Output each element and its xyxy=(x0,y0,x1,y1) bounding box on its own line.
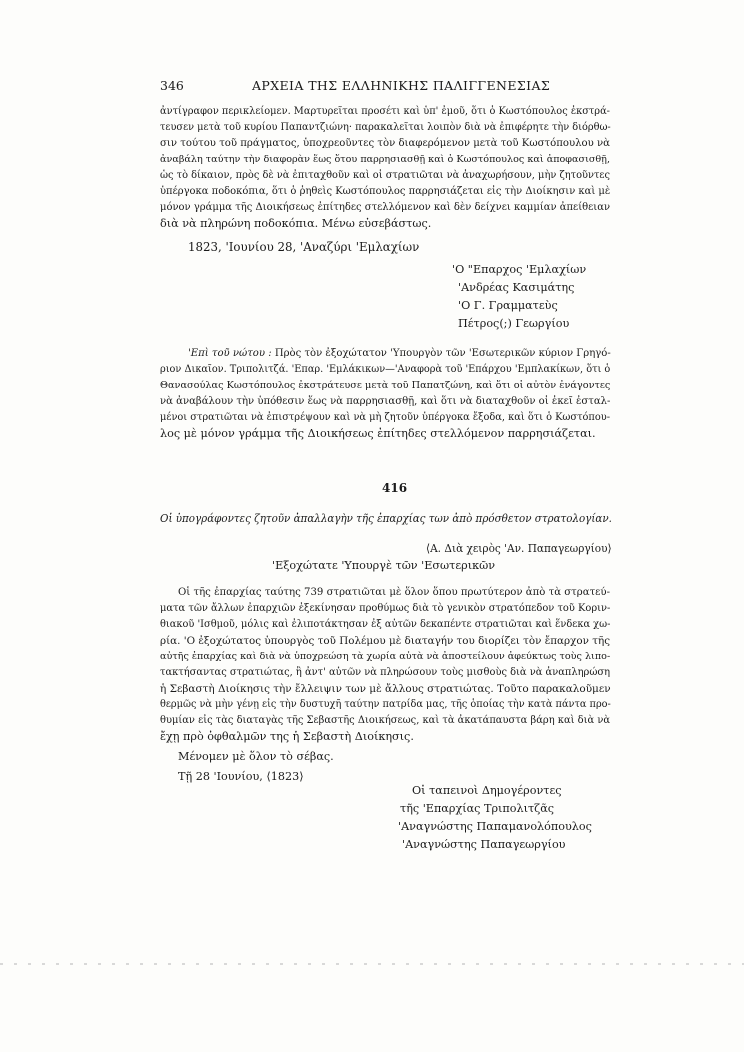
salutation: 'Εξοχώτατε 'Υπουργὲ τῶν 'Εσωτερικῶν xyxy=(272,559,496,572)
signature-line: 'Ο "Επαρχος 'Εμλαχίων xyxy=(452,263,587,276)
body-line: αὐτῆς ἐπαρχίας καὶ διὰ νὰ ὑποχρεώση τὰ χωρία αὐτὰ νὰ ἀποστείλουν ἀφεύκτως τοὺς λιπο- xyxy=(160,651,611,662)
signature-line: 'Αναγνώστης Παπαγεωργίου xyxy=(402,838,566,851)
body-line: τευσεν μετὰ τοῦ κυρίου Παπαντζιώνη· παρακαλεῖται λοιπὸν διὰ νὰ ἐπιφέρητε τὴν διόρθω- xyxy=(160,122,611,133)
signature-line: Πέτρος(;) Γεωργίου xyxy=(458,317,570,330)
body-line: ὡς τὸ δίκαιον, πρὸς δὲ νὰ ἐπιταχθοῦν καὶ οἱ στρατιῶται νὰ ἀναχωρήσουν, μὴν ζητοῦντες xyxy=(160,170,610,181)
signature-line: Οἱ ταπεινοὶ Δημογέροντες xyxy=(412,784,562,797)
body-line: σιν τούτου τοῦ πράγματος, ὑποχρεοῦντες τὸν διαφερόμενον μετὰ τοῦ Κωστόπουλου νὰ xyxy=(160,138,610,149)
signature-line: 'Ο Γ. Γραμματεὺς xyxy=(458,299,558,312)
body-line: διὰ νὰ πληρώνη ποδοκόπια. Μένω εὐσεβάστως. xyxy=(160,217,432,230)
document-summary: Οἱ ὑπογράφοντες ζητοῦν ἀπαλλαγὴν τῆς ἐπαρχίας των ἀπὸ πρόσθετον στρατολογίαν. xyxy=(160,512,612,525)
body-line: ἀναβάλη ταύτην τὴν διαφορὰν ἕως ὅτου παρρησιασθῇ καὶ ὁ Κωστόπουλος καὶ ἀποφασισθῇ, xyxy=(160,154,610,165)
page-number: 346 xyxy=(160,78,184,93)
body-line: ματα τῶν ἄλλων ἐπαρχιῶν ἐξεκίνησαν προθύμως διὰ τὸ γενικὸν στρατόπεδον τοῦ Κοριν- xyxy=(160,603,611,614)
closing: Μένομεν μὲ ὅλον τὸ σέβας. xyxy=(178,750,334,763)
endorsement-line: ριον Δικαῖον. Τριπολιτζά. 'Επαρ. 'Εμλάκικων—'Αναφορὰ τοῦ 'Επάρχου 'Εμπλακίκων, ὅτι ὁ xyxy=(160,364,611,375)
endorsement-line: νὰ ἀναβάλουν τὴν ὑπόθεσιν ἕως νὰ παρρησιασθῇ, καὶ ὅτι νὰ διαταχθοῦν οἱ ἐκεῖ ἐσταλ- xyxy=(160,396,611,407)
page-header xyxy=(160,78,600,94)
signature-line: τῆς 'Επαρχίας Τριπολιτζᾶς xyxy=(400,802,555,815)
endorsement-line: Θανασούλας Κωστόπουλος ἐκστράτευσε μετὰ τοῦ Παπατζώνη, καὶ ὅτι οἱ αὐτὸν ἐνάγοντες xyxy=(160,380,611,391)
document-number: 416 xyxy=(382,481,408,495)
endorsement-line: λος μὲ μόνον γράμμα τῆς Διοικήσεως ἐπίτηδες στελλόμενον παρρησιάζεται. xyxy=(160,427,596,440)
body-line: ρία. 'Ο ἐξοχώτατος ὑπουργὸς τοῦ Πολέμου μὲ διαταγήν του διορίζει τὸν ἔπαρχον τῆς xyxy=(160,635,610,647)
body-line: θυμίαν εἰς τὰς διαταγὰς τῆς Σεβαστῆς Διοικήσεως, καὶ τὰ ἀκατάπαυστα βάρη καὶ διὰ νὰ xyxy=(160,715,610,726)
body-line: Οἱ τῆς ἐπαρχίας ταύτης 739 στρατιῶται μὲ ὅλον ὅπου πρωτύτερον ἀπὸ τὰ στρατεύ- xyxy=(178,587,610,598)
body-line: μόνον γράμμα τῆς Διοικήσεως ἐπίτηδες στελλόμενον καὶ δὲν δείχνει καμμίαν ἀπείθειαν xyxy=(160,202,610,213)
body-line: ὑπέργοκα ποδοκόπια, ὅτι ὁ ῥηθεὶς Κωστόπουλος παρρησιάζεται εἰς τὴν Διοίκησιν καὶ μὲ xyxy=(160,186,611,197)
scan-artifact-line xyxy=(0,963,744,965)
body-line: θερμῶς νὰ μὴν γένῃ εἰς τὴν δυστυχῆ ταύτην πατρίδα μας, τῆς ὁποίας τὴν κατὰ πάντα προ- xyxy=(160,699,611,710)
endorsement-line: μένοι στρατιῶται νὰ ἐπιστρέψουν καὶ νὰ μὴ ζητοῦν ὑπέργοκα ἔξοδα, καὶ ὅτι ὁ Κωστόπου- xyxy=(160,412,611,423)
date-place: 1823, 'Ιουνίου 28, 'Αναζύρι 'Εμλαχίων xyxy=(188,240,420,254)
body-line: τακτήσαντας στρατιώτας, ἢ ἀντ' αὐτῶν νὰ πληρώσουν τοὺς μισθοὺς διὰ νὰ ἀναπληρώση xyxy=(160,667,611,678)
running-title: ΑΡΧΕΙΑ ΤΗΣ ΕΛΛΗΝΙΚΗΣ ΠΑΛΙΓΓΕΝΕΣΙΑΣ xyxy=(252,78,551,93)
hand-note: ⟨Α. Διὰ χειρὸς 'Αν. Παπαγεωργίου⟩ xyxy=(426,542,612,555)
endorsement-line: 'Επὶ τοῦ νώτου : Πρὸς τὸν ἐξοχώτατον 'Υπουργὸν τῶν 'Εσωτερικῶν κύριον Γρηγό- xyxy=(188,348,611,359)
body-line: θιακοῦ 'Ισθμοῦ, μόλις καὶ ἐλιποτάκτησαν ἐξ αὐτῶν δεκαπέντε στρατιῶται καὶ ἕνδεκα χω- xyxy=(160,619,611,630)
signature-line: 'Ανδρέας Κασιμάτης xyxy=(458,281,575,294)
body-line: ἔχῃ πρὸ ὀφθαλμῶν της ἡ Σεβαστὴ Διοίκησις. xyxy=(160,730,414,743)
body-line: ἡ Σεβαστὴ Διοίκησις τὴν ἔλλειψιν των μὲ ἄλλους στρατιώτας. Τοῦτο παρακαλοῦμεν xyxy=(160,683,611,695)
body-line: ἀντίγραφον περικλείομεν. Μαρτυρεῖται προσέτι καὶ ὑπ' ἐμοῦ, ὅτι ὁ Κωστόπουλος ἐκστρά- xyxy=(160,106,610,117)
endorsement-label: 'Επὶ τοῦ νώτου : xyxy=(188,348,272,359)
date: Τῇ 28 'Ιουνίου, ⟨1823⟩ xyxy=(178,770,304,783)
signature-line: 'Αναγνώστης Παπαμανολόπουλος xyxy=(398,820,592,833)
